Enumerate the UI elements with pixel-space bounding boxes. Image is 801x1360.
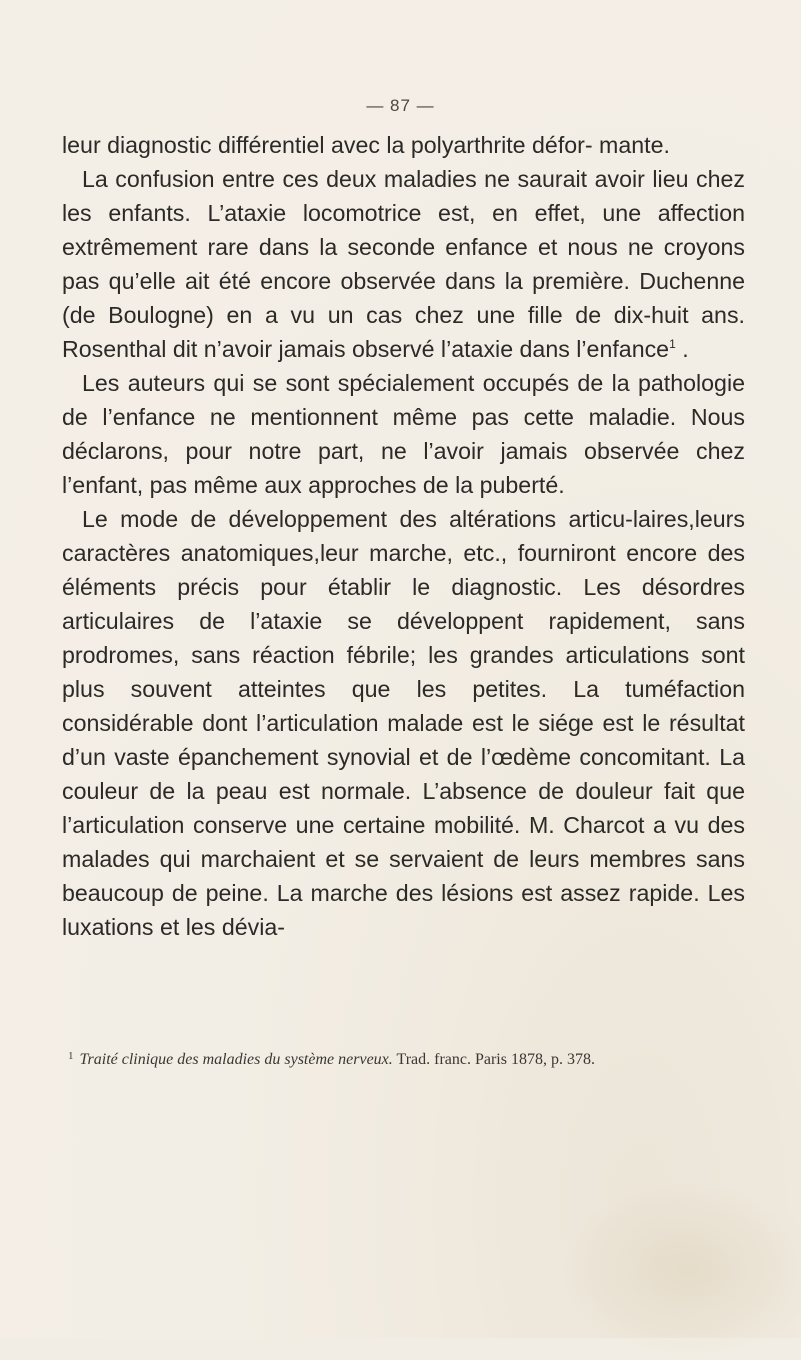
page-number: — 87 — (366, 96, 435, 115)
footnote (62, 1048, 745, 1072)
paragraph-2-text: La confusion entre ces deux maladies ne saurait avoir lieu chez les enfants. L’ataxie locomotrice est, en effet, une affection extrêmement rare dans la seconde enfance et nous ne croyons pas qu’elle ait été encore observée dans la première. Duchenne (de Boulogne) en a vu un cas chez une fille de dix-huit ans. Rosenthal dit n’avoir jamais observé l’ataxie dans l’enfance (62, 166, 745, 362)
footnote-title: Traité clinique des maladies du système nerveux. (79, 1051, 393, 1068)
paragraph-3 (62, 366, 745, 502)
paragraph-1 (62, 128, 745, 162)
footnote-reference: 1 (669, 337, 676, 351)
paragraph-2-tail: . (675, 336, 689, 362)
footnote-citation: Trad. franc. Paris 1878, p. 378. (392, 1051, 595, 1068)
paragraph-4 (62, 502, 745, 944)
paragraph-4-text: Le mode de développement des altérations articu-laires,leurs caractères anatomiques,leur marche, etc., fourniront encore des éléments précis pour établir le diagnostic. Les désordres articulaires de l’ataxie se développent rapidement, sans prodromes, sans réaction fébrile; les grandes articulations sont plus souvent atteintes que les petites. La tuméfaction considérable dont l’articulation malade est le siége est le résultat d’un vaste épanchement synovial et de l’œdème concomitant. La couleur de la peau est normale. L’absence de douleur fait que l’articulation conserve une certaine mobilité. M. Charcot a vu des malades qui marchaient et se servaient de leurs membres sans beaucoup de peine. La marche des lésions est assez rapide. Les luxations et les dévia- (62, 506, 745, 940)
paragraph-1-text: leur diagnostic différentiel avec la polyarthrite défor- mante. (62, 132, 670, 158)
paper-stain (560, 1180, 801, 1360)
paragraph-3-text: Les auteurs qui se sont spécialement occupés de la pathologie de l’enfance ne mentionnent même pas cette maladie. Nous déclarons, pour notre part, ne l’avoir jamais observée chez l’enfant, pas même aux approches de la puberté. (62, 370, 745, 498)
body-text (62, 128, 745, 944)
paragraph-2 (62, 162, 745, 366)
footnote-number: 1 (68, 1050, 74, 1062)
